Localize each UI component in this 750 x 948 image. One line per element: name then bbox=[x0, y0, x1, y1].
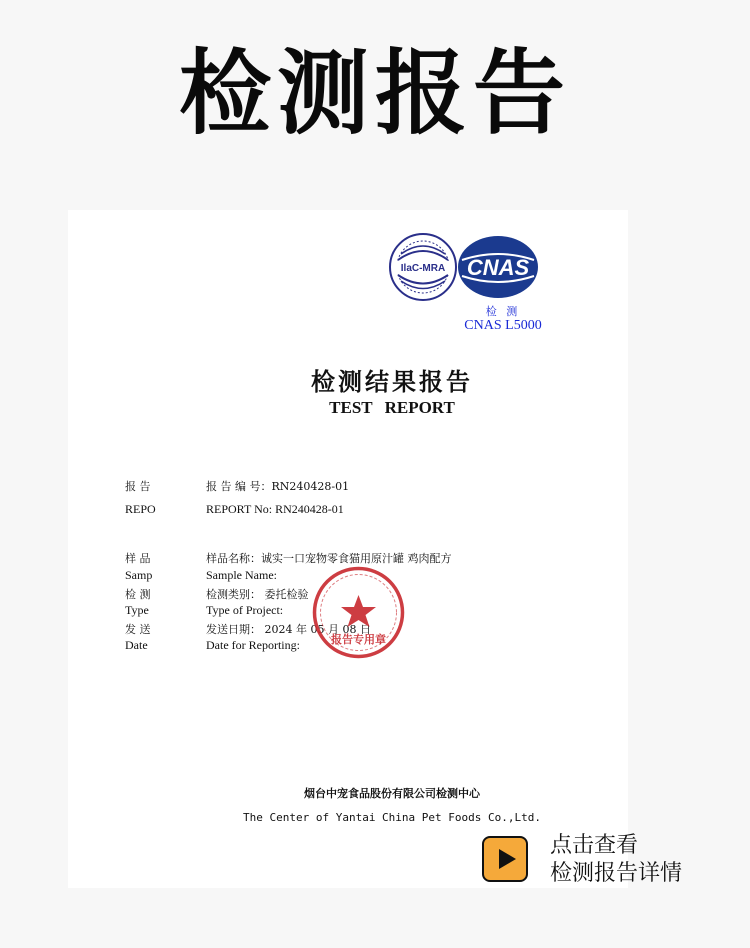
left-label-type-en: Type bbox=[125, 603, 149, 617]
report-title-cn: 检测结果报告 bbox=[311, 367, 473, 396]
report-number-cn: 报 告 编 号：RN240428-01 bbox=[206, 480, 350, 493]
left-label-sample-en: Samp bbox=[125, 568, 153, 582]
cnas-caption-cn: 检 测 bbox=[485, 305, 521, 318]
page-headline: 检测报告 bbox=[178, 40, 571, 147]
svg-text:CNAS: CNAS bbox=[466, 255, 530, 280]
left-label-report-en: REPO bbox=[125, 502, 156, 516]
left-label-date-en: Date bbox=[125, 638, 148, 652]
left-label-date-cn: 发 送 bbox=[125, 623, 151, 636]
issuer-name-en: The Center of Yantai China Pet Foods Co.,Ltd. bbox=[242, 811, 541, 824]
cta-line-1: 点击查看 bbox=[550, 833, 639, 858]
cnas-logo-icon bbox=[456, 234, 540, 300]
svg-text:IlaC-MRA: IlaC-MRA bbox=[400, 263, 446, 274]
sample-name-cn: 样品名称：诚实一口宠物零食猫用原汁罐 鸡肉配方 bbox=[206, 552, 452, 565]
report-document bbox=[68, 210, 628, 888]
ilac-mra-logo-icon bbox=[388, 232, 458, 302]
sample-name-en: Sample Name: bbox=[206, 568, 277, 582]
report-number-en: REPORT No: RN240428-01 bbox=[206, 502, 344, 516]
view-report-details-button[interactable] bbox=[480, 832, 710, 892]
report-date-cn: 发送日期： 2024 年 05 月 08 日 bbox=[206, 623, 371, 636]
cnas-caption-en: CNAS L5000 bbox=[464, 318, 542, 334]
project-type-cn: 检测类别： 委托检验 bbox=[206, 588, 309, 601]
left-label-report-cn: 报 告 bbox=[125, 480, 151, 493]
left-label-type-cn: 检 测 bbox=[125, 588, 151, 601]
project-type-en: Type of Project: bbox=[206, 603, 284, 617]
cta-line-2: 检测报告详情 bbox=[550, 861, 683, 886]
left-label-sample-cn: 样 品 bbox=[125, 552, 151, 565]
cnas-caption bbox=[448, 305, 558, 335]
play-icon[interactable] bbox=[482, 836, 528, 882]
svg-text:报告专用章: 报告专用章 bbox=[331, 633, 386, 646]
report-title-en: TEST REPORT bbox=[329, 398, 455, 417]
issuer-name-cn: 烟台中宠食品股份有限公司检测中心 bbox=[304, 787, 480, 800]
report-date-en: Date for Reporting: bbox=[206, 638, 300, 652]
view-report-label[interactable] bbox=[550, 832, 682, 888]
official-seal-icon bbox=[311, 565, 406, 660]
